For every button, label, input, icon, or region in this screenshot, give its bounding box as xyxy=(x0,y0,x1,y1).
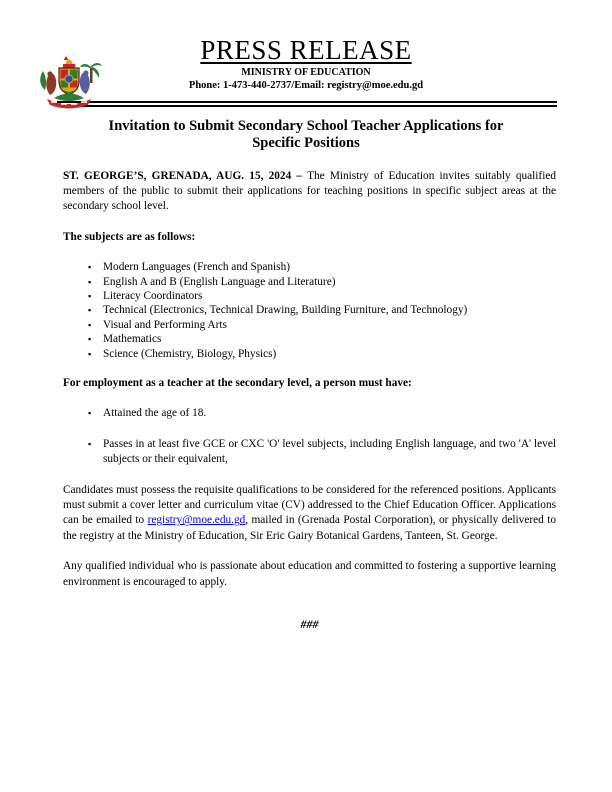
subjects-intro: The subjects are as follows: xyxy=(63,230,196,243)
header-divider xyxy=(57,101,557,107)
subject-item: ▪ Science (Chemistry, Biology, Physics) xyxy=(63,347,556,361)
subject-item: ▪ Mathematics xyxy=(63,332,556,346)
headline-line-1: Invitation to Submit Secondary School Teacher Applications for xyxy=(108,117,504,134)
subject-item: ▪ Modern Languages (French and Spanish) xyxy=(63,260,556,274)
headline xyxy=(66,118,546,152)
requirements-list xyxy=(63,406,556,467)
requirement-item: ▪ Attained the age of 18. xyxy=(63,406,556,421)
applications-paragraph xyxy=(63,483,556,545)
press-release-title: PRESS RELEASE xyxy=(200,35,412,65)
contact-line: Phone: 1-473-440-2737/Email: registry@moe.edu.gd xyxy=(188,80,424,91)
employment-intro: For employment as a teacher at the secondary level, a person must have: xyxy=(63,376,412,389)
subject-item: ▪ Visual and Performing Arts xyxy=(63,318,556,332)
coat-of-arms-icon xyxy=(36,56,102,109)
intro-text: The Ministry of Education invites suitably qualified members of the public to submit their applications for teaching positions in specific subject areas at the secondary school level. xyxy=(63,169,556,213)
requirement-item: ▪ Passes in at least five GCE or CXC 'O' level subjects, including English language, and two 'A' level subjects or their equivalent, xyxy=(63,437,556,468)
grenada-coat-of-arms-logo xyxy=(36,56,102,109)
dateline: ST. GEORGE’S, GRENADA, AUG. 15, 2024 – xyxy=(63,169,303,182)
subject-item: ▪ Literacy Coordinators xyxy=(63,289,556,303)
end-mark: ### xyxy=(300,617,319,632)
body-content xyxy=(63,169,556,633)
headline-line-2: Specific Positions xyxy=(252,134,360,151)
ministry-name: MINISTRY OF EDUCATION xyxy=(241,67,371,78)
applications-text-before: Candidates must possess the requisite qualifications to be considered for the referenced positions. Applicants must submit a cover letter and curriculum vitae (CV) addressed to the Chief Education Officer. Applications can be emailed to xyxy=(63,483,556,527)
applications-text-after: , mailed in (Grenada Postal Corporation), or physically delivered to the registry at the Ministry of Education, Sir Eric Gairy Botanical Gardens, Tanteen, St. George. xyxy=(63,514,556,542)
email-link[interactable]: registry@moe.edu.gd xyxy=(147,514,246,527)
subject-item: ▪ English A and B (English Language and Literature) xyxy=(63,275,556,289)
closing-paragraph: Any qualified individual who is passionate about education and committed to fostering a supportive learning environment is encouraged to apply. xyxy=(63,560,556,588)
subject-item: ▪ Technical (Electronics, Technical Drawing, Building Furniture, and Technology) xyxy=(63,303,556,317)
subjects-list xyxy=(63,260,556,361)
dateline-paragraph xyxy=(63,169,556,215)
